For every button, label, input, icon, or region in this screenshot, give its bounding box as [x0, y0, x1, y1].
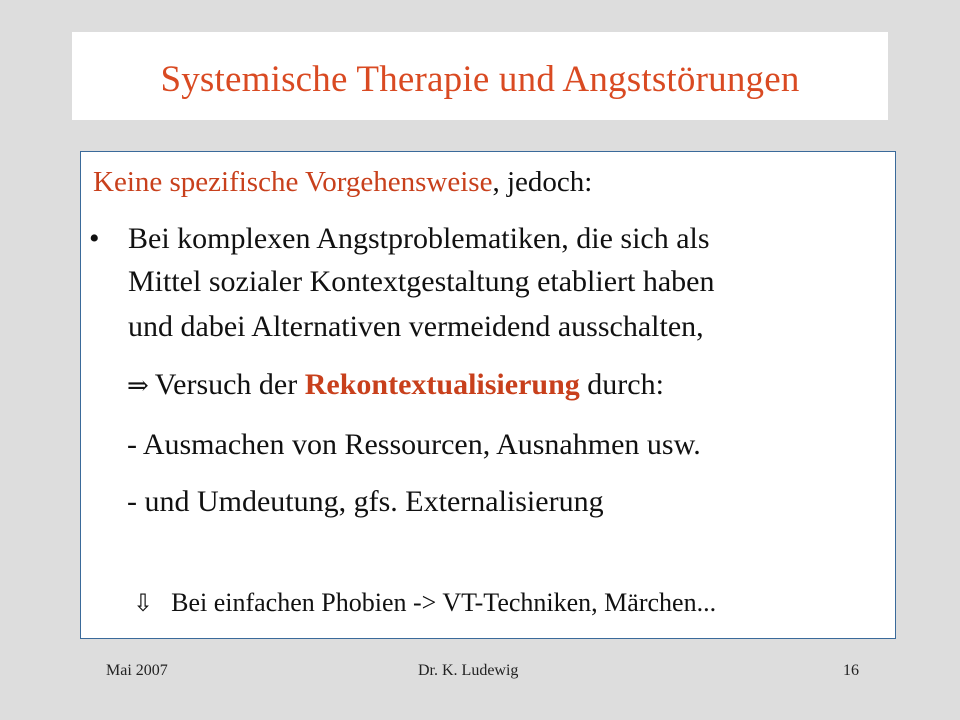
- implies-arrow-icon: ⇒: [127, 371, 149, 401]
- down-arrow-icon: ⇩: [133, 589, 154, 617]
- bullet-line-1: Bei komplexen Angstproblematiken, die sich als: [128, 222, 710, 255]
- phobia-text: Bei einfachen Phobien -> VT-Techniken, Märchen...: [171, 588, 717, 617]
- footer-author: Dr. K. Ludewig: [418, 662, 519, 679]
- intro-line: [93, 164, 592, 200]
- conclusion-suffix: durch:: [579, 368, 664, 401]
- dash-line-2: - und Umdeutung, gfs. Externalisierung: [127, 485, 604, 518]
- conclusion-prefix: Versuch der: [154, 368, 305, 401]
- bullet-line-2: Mittel sozialer Kontextgestaltung etabliert haben: [128, 265, 715, 298]
- conclusion-keyword: Rekontextualisierung: [304, 368, 580, 401]
- phobia-line: [133, 585, 716, 621]
- bullet-line-3: und dabei Alternativen vermeidend ausschalten,: [128, 310, 704, 343]
- bullet-icon: •: [89, 222, 100, 255]
- intro-highlight: Keine spezifische Vorgehensweise: [93, 166, 493, 198]
- dash-line-1: - Ausmachen von Ressourcen, Ausnahmen usw.: [127, 428, 701, 461]
- content-box: [80, 151, 896, 639]
- footer-page-number: 16: [843, 662, 859, 679]
- conclusion-line: [127, 367, 664, 404]
- title-box: [72, 32, 888, 120]
- footer-date: Mai 2007: [106, 662, 168, 679]
- slide-title: Systemische Therapie und Angststörungen: [160, 58, 800, 100]
- intro-rest: , jedoch:: [492, 166, 593, 198]
